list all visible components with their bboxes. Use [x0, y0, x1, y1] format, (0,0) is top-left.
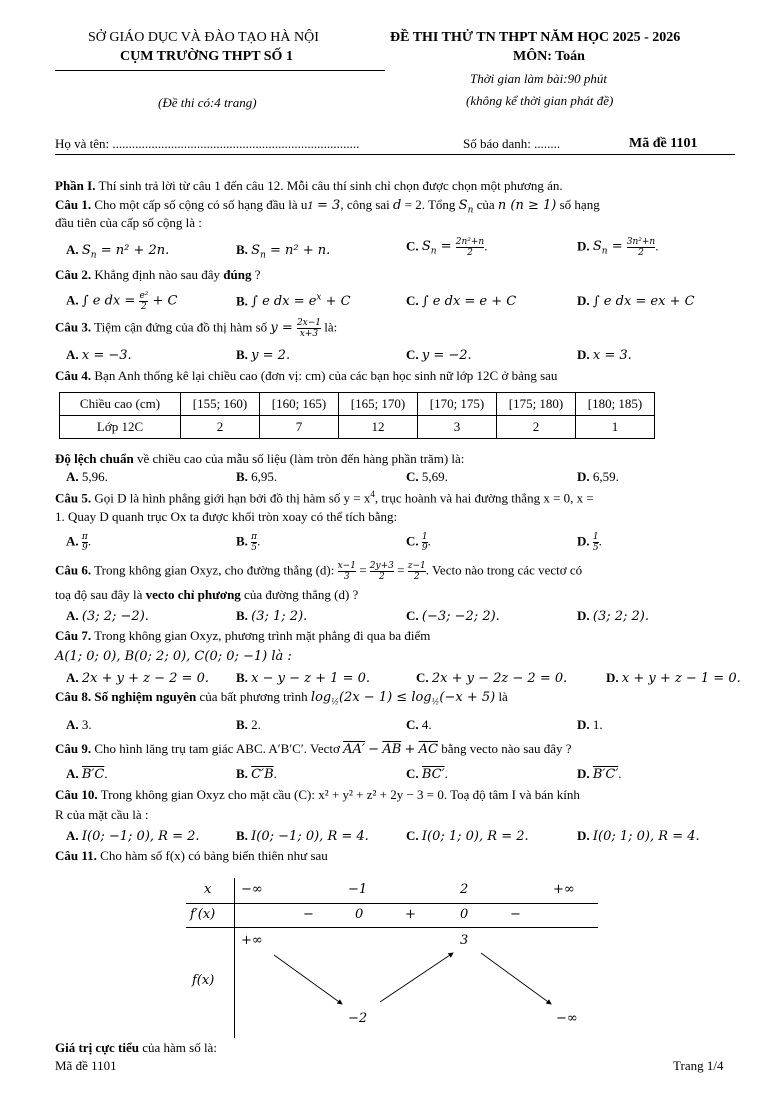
q5-option-d[interactable]: D. $\frac{1}{5}$ . — [577, 532, 602, 553]
footer-page-number: Trang 1/4 — [673, 1058, 724, 1073]
table-cell: 12 — [339, 416, 418, 439]
q1-number: Câu 1. — [55, 197, 92, 212]
q11-number: Câu 11. — [55, 848, 97, 863]
q6-option-c[interactable]: C. (−3; −2; 2). — [406, 608, 500, 624]
decreasing-arrow — [481, 953, 551, 1004]
q2-text: Khẳng định nào sau đây — [94, 267, 221, 282]
exam-title: ĐỀ THI THỬ TN THPT NĂM HỌC 2025 - 2026 — [390, 30, 681, 45]
q6-text: Trong không gian Oxyz, cho đường thẳng (d): — [94, 562, 335, 578]
q8-text: của bất phương trình — [199, 689, 308, 704]
q4-option-d[interactable]: D. 6,59. — [577, 469, 619, 484]
vt-f-value: 3 — [460, 933, 469, 948]
q6-option-d[interactable]: D. (3; 2; 2). — [577, 608, 650, 624]
q2-option-d[interactable]: D. ∫ e dx = ex + C — [577, 293, 695, 309]
decreasing-arrow — [274, 955, 342, 1004]
q4-followup-text: về chiều cao của mẫu số liệu (làm tròn đến hàng phần trăm) là: — [133, 451, 465, 466]
q2-option-c[interactable]: C. ∫ e dx = e + C — [406, 293, 517, 309]
ministry-name: SỞ GIÁO DỤC VÀ ĐÀO TẠO HÀ NỘI — [88, 30, 319, 45]
q3-option-a[interactable]: A. x = −3. — [66, 347, 132, 363]
question-5: Câu 5. Gọi D là hình phẳng giới hạn bởi đồ thị hàm số $y = x^4$, trục hoành và hai đường thẳng x = 0, x = — [55, 489, 594, 506]
q1-text-line2: đầu tiên của cấp số cộng là : — [55, 215, 202, 230]
table-cell: 3 — [418, 416, 497, 439]
q7-number: Câu 7. — [55, 628, 92, 643]
q9-text-end: bằng vecto nào sau đây ? — [441, 741, 572, 756]
vt-sign: − — [303, 907, 314, 922]
table-cell: 7 — [260, 416, 339, 439]
q9-option-d[interactable]: D. B′C′. — [577, 766, 622, 782]
q10-number: Câu 10. — [55, 787, 98, 802]
q5-option-b[interactable]: B. $\frac{\pi}{5}$ . — [236, 532, 261, 553]
q5-number: Câu 5. — [55, 490, 92, 506]
table-cell: 1 — [576, 416, 655, 439]
part-label: Phần I. — [55, 178, 96, 193]
q7-text-line2: A(1; 0; 0), B(0; 2; 0), C(0; 0; −1) là : — [55, 649, 292, 664]
q3-text: Tiệm cận đứng của đồ thị hàm số — [94, 319, 268, 335]
vt-f-value: −∞ — [556, 1011, 578, 1026]
vt-derivative-label: f′(x) — [190, 907, 216, 922]
page-count-note: (Đề thi có:4 trang) — [158, 95, 257, 110]
q6-number: Câu 6. — [55, 562, 92, 578]
q7-text: Trong không gian Oxyz, phương trình mặt phẳng đi qua ba điểm — [94, 628, 431, 643]
duration-note: (không kể thời gian phát đề) — [466, 93, 614, 108]
q2-bold: đúng — [223, 267, 252, 282]
q10-text-line2: R của mặt cầu là : — [55, 807, 149, 822]
question-9: Câu 9. Cho hình lăng trụ tam giác ABC. A′B′C′. Vectơ $AA' - \overline{AB} + \overline{AC}$ bằng vecto nào sau đây ? — [55, 741, 572, 757]
vt-function-label: f(x) — [192, 973, 215, 988]
q4-followup-bold: Độ lệch chuẩn — [55, 451, 134, 466]
student-id-field: Số báo danh: ........ — [463, 136, 561, 151]
vt-x-label: x — [204, 882, 212, 897]
q8-option-c[interactable]: C. 4. — [406, 717, 432, 732]
duration: Thời gian làm bài:90 phút — [470, 71, 607, 86]
q11-followup-text: của hàm số là: — [138, 1040, 217, 1055]
q10-option-a[interactable]: A. I(0; −1; 0), R = 2. — [66, 828, 200, 844]
name-dots: ............................................................................ — [112, 136, 360, 151]
q4-number: Câu 4. — [55, 368, 92, 383]
q1-option-b[interactable]: B. $S_n = n^2 + n$. — [236, 242, 331, 261]
q6-text-line2: toạ độ sau đây là vecto chỉ phương của đường thẳng (d) ? — [55, 587, 359, 602]
q9-option-a[interactable]: A. B′C. — [66, 766, 108, 782]
vt-f-value: +∞ — [241, 933, 263, 948]
q4-option-b[interactable]: B. 6,95. — [236, 469, 278, 484]
q2-option-b[interactable]: B. ∫ e dx = $e^x + C$ — [236, 293, 351, 310]
question-8: Câu 8. Số nghiệm nguyên của bất phương trình $\log_{\frac{1}{2}}(2x - 1) \le \log_{\frac{1}{2}}(-x + 5)$ là — [55, 689, 508, 707]
q7-option-a[interactable]: A. 2x + y + z − 2 = 0. — [66, 670, 209, 686]
q3-option-c[interactable]: C. y = −2. — [406, 347, 472, 363]
q7-option-b[interactable]: B. x − y − z + 1 = 0. — [236, 670, 370, 686]
q5-option-a[interactable]: A. $\frac{\pi}{9}$ . — [66, 532, 92, 553]
vt-sign: 0 — [355, 907, 364, 922]
table-cell: [155; 160) — [181, 393, 260, 416]
vt-x-value: 2 — [460, 882, 469, 897]
vt-sign: − — [510, 907, 521, 922]
question-6: Câu 6. Trong không gian Oxyz, cho đường thẳng (d): $\frac{x-1}{3}$ = $\frac{2y+3}{2}$ = $\frac{z-1}{2}$ . Vecto nào trong các vectơ có — [55, 561, 583, 582]
q6-text-2: . Vecto nào trong các vectơ có — [425, 562, 583, 578]
table-cell: Lớp 12C — [60, 416, 181, 439]
q1-option-a[interactable]: A. $S_n = n^2 + 2n$. — [66, 242, 170, 261]
table-cell: [180; 185) — [576, 393, 655, 416]
q2-option-a[interactable]: A. ∫ e dx = $\frac{\text{e²}}{2}$ + C — [66, 291, 178, 312]
q5-text-2: , trục hoành và hai đường thẳng x = 0, x = — [374, 490, 594, 506]
q9-option-c[interactable]: C. BC′. — [406, 766, 448, 782]
q1-option-c[interactable]: C. $S_n$ = $\frac{\text{2n²+n}}{2}$ . — [406, 237, 488, 258]
vt-x-value: −1 — [348, 882, 368, 897]
q7-option-c[interactable]: C. 2x + y − 2z − 2 = 0. — [416, 670, 568, 686]
table-cell: [175; 180) — [497, 393, 576, 416]
q4-option-a[interactable]: A. 5,96. — [66, 469, 108, 484]
q2-number: Câu 2. — [55, 267, 92, 282]
q10-option-b[interactable]: B. I(0; −1; 0), R = 4. — [236, 828, 369, 844]
q10-option-c[interactable]: C. I(0; 1; 0), R = 2. — [406, 828, 529, 844]
q8-bold: Số nghiệm nguyên — [94, 689, 197, 704]
table-cell: 2 — [497, 416, 576, 439]
q4-text: Bạn Anh thống kê lại chiều cao (đơn vị: cm) của các bạn học sinh nữ lớp 12C ở bảng sau — [94, 368, 558, 383]
vt-x-value: +∞ — [553, 882, 575, 897]
table-cell: 2 — [181, 416, 260, 439]
q3-option-d[interactable]: D. x = 3. — [577, 347, 632, 363]
q9-number: Câu 9. — [55, 741, 92, 756]
part-text: Thí sinh trả lời từ câu 1 đến câu 12. Mỗi câu thí sinh chỉ chọn được chọn một phương án. — [98, 178, 563, 193]
q3-number: Câu 3. — [55, 319, 92, 335]
q7-option-d[interactable]: D. x + y + z − 1 = 0. — [606, 670, 741, 686]
exam-code: Mã đề 1101 — [629, 136, 698, 151]
vt-sign: 0 — [460, 907, 469, 922]
q8-number: Câu 8. — [55, 689, 92, 704]
table-cell: [165; 170) — [339, 393, 418, 416]
footer-exam-code: Mã đề 1101 — [55, 1058, 117, 1073]
subject: MÔN: Toán — [513, 49, 585, 64]
vt-sign: + — [405, 907, 416, 922]
q6-option-a[interactable]: A. (3; 2; −2). — [66, 608, 149, 624]
q10-text: Trong không gian Oxyz cho mặt cầu (C): x² + y² + z² + 2y − 3 = 0. Toạ độ tâm I và bán kính — [100, 787, 580, 802]
q11-followup — [55, 1040, 217, 1056]
q5-text: Gọi D là hình phẳng giới hạn bởi đồ thị hàm số y = x — [94, 490, 371, 506]
q8-option-d[interactable]: D. 1. — [577, 717, 603, 732]
q1-option-d[interactable]: D. $S_n$ = $\frac{\text{3n²+n}}{2}$ . — [577, 237, 659, 258]
q4-option-c[interactable]: C. 5,69. — [406, 469, 448, 484]
table-cell: [160; 165) — [260, 393, 339, 416]
school-cluster: CỤM TRƯỜNG THPT SỐ 1 — [120, 49, 293, 64]
name-label: Họ và tên: — [55, 136, 113, 151]
question-1: Câu 1. Cho một cấp số cộng có số hạng đầu là u1 = 3, công sai d = 2. Tổng $S_n$ của n (n ≥ 1) số hạng — [55, 197, 600, 216]
q2-end: ? — [251, 267, 261, 282]
q11-followup-bold: Giá trị cực tiểu — [55, 1040, 139, 1055]
q9-text: Cho hình lăng trụ tam giác ABC. A′B′C′. Vectơ — [94, 741, 340, 756]
question-3: Câu 3. Tiệm cận đứng của đồ thị hàm số y = $\frac{2x-1}{x+3}$ là: — [55, 318, 338, 339]
table-cell: [170; 175) — [418, 393, 497, 416]
table-cell: Chiều cao (cm) — [60, 393, 181, 416]
vt-x-value: −∞ — [241, 882, 263, 897]
increasing-arrow — [380, 953, 453, 1002]
q10-option-d[interactable]: D. I(0; 1; 0), R = 4. — [577, 828, 700, 844]
q11-text: Cho hàm số f(x) có bảng biến thiên như sau — [100, 848, 328, 863]
q8-option-a[interactable]: A. 3. — [66, 717, 92, 732]
q1-text: Cho một cấp số cộng có số hạng đầu là u — [94, 197, 308, 212]
vt-f-value: −2 — [348, 1011, 368, 1026]
q5-option-c[interactable]: C. $\frac{1}{9}$ . — [406, 532, 431, 553]
q8-option-b[interactable]: B. 2. — [236, 717, 261, 732]
q3-option-b[interactable]: B. y = 2. — [236, 347, 291, 363]
q6-option-b[interactable]: B. (3; 1; 2). — [236, 608, 308, 624]
q5-text-line2: 1. Quay D quanh trục Ox ta được khối tròn xoay có thể tích bằng: — [55, 509, 398, 524]
q9-option-b[interactable]: B. C′B. — [236, 766, 277, 782]
